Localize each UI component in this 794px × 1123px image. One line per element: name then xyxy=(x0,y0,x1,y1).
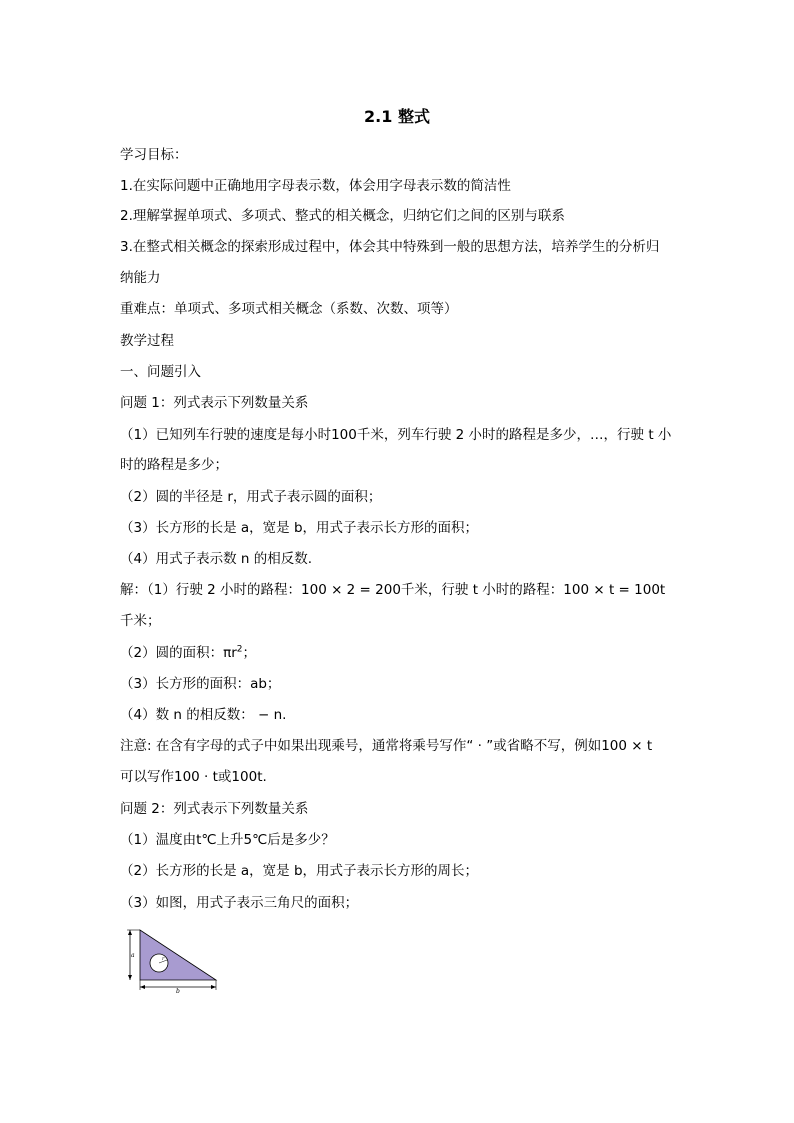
text-line: 2.理解掌握单项式、多项式、整式的相关概念，归纳它们之间的区别与联系 xyxy=(120,208,565,224)
area-suffix: ； xyxy=(242,645,257,661)
arrow-left-icon xyxy=(140,985,145,989)
text-line: （3）长方形的长是 a，宽是 b，用式子表示长方形的面积； xyxy=(120,520,479,536)
text-line: 千米； xyxy=(120,613,161,629)
text-line: 重难点：单项式、多项式相关概念（系数、次数、项等） xyxy=(120,301,458,317)
text-line: （3）长方形的面积：ab； xyxy=(120,676,281,692)
text-line: 问题 2：列式表示下列数量关系 xyxy=(120,801,309,817)
area-text: （2）圆的面积：πr xyxy=(120,645,237,661)
text-line: 3.在整式相关概念的探索形成过程中，体会其中特殊到一般的思想方法，培养学生的分析归 xyxy=(120,239,660,255)
exponent: 2 xyxy=(236,644,243,655)
text-line: 教学过程 xyxy=(120,333,174,349)
text-line: 时的路程是多少； xyxy=(120,457,228,473)
label-a: a xyxy=(131,952,135,959)
text-line: 一、问题引入 xyxy=(120,364,201,380)
text-line-area xyxy=(120,643,680,663)
text-line: 解：（1）行驶 2 小时的路程：100 × 2 = 200千米，行驶 t 小时的路程：100 × t = 100t xyxy=(120,582,666,598)
text-line: 注意: 在含有字母的式子中如果出现乘号，通常将乘号写作“ · ”或省略不写，例如100 × t xyxy=(120,738,653,754)
label-b: b xyxy=(176,988,180,994)
arrow-up-icon xyxy=(128,930,132,935)
text-line: （1）已知列车行驶的速度是每小时100千米，列车行驶 2 小时的路程是多少，…，行驶 t 小 xyxy=(120,427,672,443)
text-line: （4）用式子表示数 n 的相反数. xyxy=(120,551,313,567)
triangle-shape xyxy=(140,930,216,980)
text-line: （2）圆的半径是 r，用式子表示圆的面积； xyxy=(120,489,382,505)
text-line: （1）温度由t℃上升5℃后是多少？ xyxy=(120,832,335,848)
text-line: 1.在实际问题中正确地用字母表示数，体会用字母表示数的简洁性 xyxy=(120,178,511,194)
text-line: 问题 1：列式表示下列数量关系 xyxy=(120,395,309,411)
arrow-right-icon xyxy=(211,985,216,989)
text-line: 纳能力 xyxy=(120,270,161,286)
text-line: （4）数 n 的相反数： − n. xyxy=(120,707,287,723)
label-r: r xyxy=(162,956,165,962)
text-line: （3）如图，用式子表示三角尺的面积； xyxy=(120,895,359,911)
triangle-ruler-figure xyxy=(122,924,222,994)
text-line: （2）长方形的长是 a，宽是 b，用式子表示长方形的周长； xyxy=(120,863,479,879)
text-line: 可以写作100 · t或100t. xyxy=(120,769,267,785)
page-title: 2.1 整式 xyxy=(364,107,430,126)
arrow-down-icon xyxy=(128,975,132,980)
text-line: 学习目标： xyxy=(120,147,188,163)
